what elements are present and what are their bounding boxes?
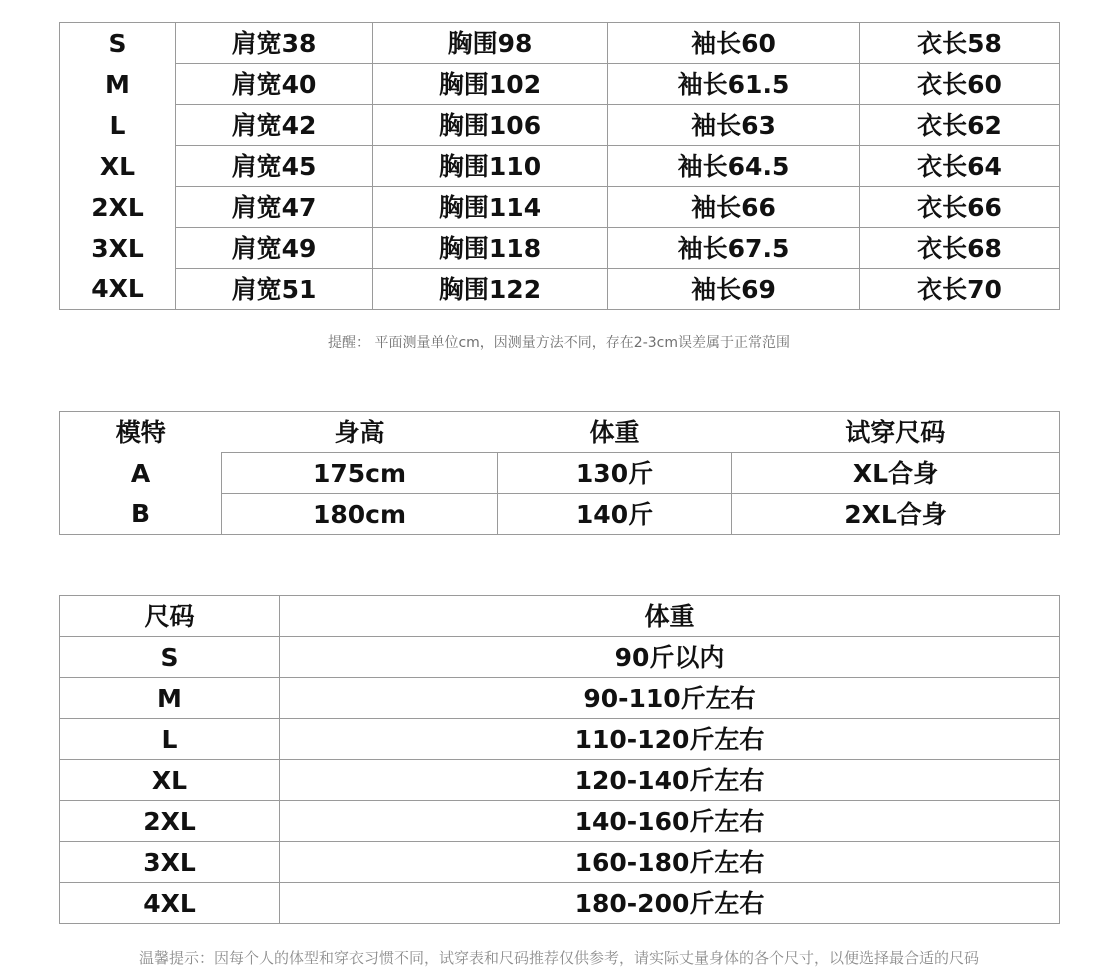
size-label: S xyxy=(60,637,280,678)
size-label: XL xyxy=(60,760,280,801)
fit-size-cell: XL合身 xyxy=(732,453,1060,494)
weight-range-cell: 160-180斤左右 xyxy=(280,842,1060,883)
sleeve-cell: 袖长67.5 xyxy=(608,228,860,269)
shoulder-cell: 肩宽51 xyxy=(176,269,373,310)
height-cell: 175cm xyxy=(222,453,498,494)
table-row xyxy=(60,637,1060,678)
table-header-row xyxy=(60,412,1060,453)
size-label: 3XL xyxy=(91,233,144,263)
column-header: 体重 xyxy=(280,596,1060,637)
weight-cell: 140斤 xyxy=(498,494,732,535)
chest-cell: 胸围102 xyxy=(373,64,608,105)
sleeve-cell: 袖长61.5 xyxy=(608,64,860,105)
chest-cell: 胸围110 xyxy=(373,146,608,187)
weight-range-cell: 90斤以内 xyxy=(280,637,1060,678)
length-cell: 衣长58 xyxy=(860,23,1060,64)
length-cell: 衣长60 xyxy=(860,64,1060,105)
size-label: S xyxy=(108,28,127,58)
sleeve-cell: 袖长60 xyxy=(608,23,860,64)
column-header: 体重 xyxy=(589,417,640,447)
weight-range-cell: 120-140斤左右 xyxy=(280,760,1060,801)
chest-cell: 胸围98 xyxy=(373,23,608,64)
sleeve-cell: 袖长69 xyxy=(608,269,860,310)
table-row xyxy=(60,760,1060,801)
model-label: B xyxy=(130,499,151,529)
column-header: 尺码 xyxy=(144,601,195,631)
size-label: XL xyxy=(99,151,136,181)
table-row xyxy=(60,678,1060,719)
table-row xyxy=(60,23,1060,64)
table-row xyxy=(60,842,1060,883)
table-row xyxy=(60,146,1060,187)
chest-cell: 胸围118 xyxy=(373,228,608,269)
shoulder-cell: 肩宽42 xyxy=(176,105,373,146)
size-chart-table xyxy=(59,22,1060,310)
chest-cell: 胸围106 xyxy=(373,105,608,146)
table-row xyxy=(60,187,1060,228)
column-header: 模特 xyxy=(115,417,166,447)
length-cell: 衣长62 xyxy=(860,105,1060,146)
table-row xyxy=(60,64,1060,105)
length-cell: 衣长66 xyxy=(860,187,1060,228)
shoulder-cell: 肩宽49 xyxy=(176,228,373,269)
size-label: L xyxy=(60,719,280,760)
size-label: M xyxy=(60,678,280,719)
length-cell: 衣长64 xyxy=(860,146,1060,187)
table-row xyxy=(60,883,1060,924)
sleeve-cell: 袖长66 xyxy=(608,187,860,228)
size-label: 4XL xyxy=(91,274,144,304)
length-cell: 衣长68 xyxy=(860,228,1060,269)
column-header: 身高 xyxy=(334,417,385,447)
length-cell: 衣长70 xyxy=(860,269,1060,310)
table-header-row xyxy=(60,596,1060,637)
shoulder-cell: 肩宽38 xyxy=(176,23,373,64)
size-label: 3XL xyxy=(60,842,280,883)
measurement-note: 提醒： 平面测量单位cm，因测量方法不同，存在2-3cm误差属于正常范围 xyxy=(328,335,790,351)
shoulder-cell: 肩宽45 xyxy=(176,146,373,187)
size-label: 2XL xyxy=(60,801,280,842)
column-header: 试穿尺码 xyxy=(845,417,946,447)
chest-cell: 胸围114 xyxy=(373,187,608,228)
fit-tip-note: 温馨提示：因每个人的体型和穿衣习惯不同，试穿表和尺码推荐仅供参考，请实际丈量身体的各个尺寸，以便选择最合适的尺码 xyxy=(138,949,979,967)
size-label: 2XL xyxy=(91,192,144,222)
shoulder-cell: 肩宽47 xyxy=(176,187,373,228)
size-label: L xyxy=(109,110,126,140)
height-cell: 180cm xyxy=(222,494,498,535)
weight-guide-table xyxy=(59,595,1060,924)
table-row xyxy=(60,453,1060,494)
table-row xyxy=(60,801,1060,842)
weight-cell: 130斤 xyxy=(498,453,732,494)
table-row xyxy=(60,719,1060,760)
chest-cell: 胸围122 xyxy=(373,269,608,310)
sleeve-cell: 袖长64.5 xyxy=(608,146,860,187)
table-row xyxy=(60,228,1060,269)
size-label: 4XL xyxy=(60,883,280,924)
fit-size-cell: 2XL合身 xyxy=(732,494,1060,535)
weight-range-cell: 90-110斤左右 xyxy=(280,678,1060,719)
weight-range-cell: 140-160斤左右 xyxy=(280,801,1060,842)
shoulder-cell: 肩宽40 xyxy=(176,64,373,105)
sleeve-cell: 袖长63 xyxy=(608,105,860,146)
weight-range-cell: 180-200斤左右 xyxy=(280,883,1060,924)
weight-range-cell: 110-120斤左右 xyxy=(280,719,1060,760)
table-row xyxy=(60,105,1060,146)
table-row xyxy=(60,494,1060,535)
table-row xyxy=(60,269,1060,310)
model-label: A xyxy=(130,458,151,488)
size-label: M xyxy=(105,69,130,99)
model-fit-table xyxy=(59,411,1060,535)
